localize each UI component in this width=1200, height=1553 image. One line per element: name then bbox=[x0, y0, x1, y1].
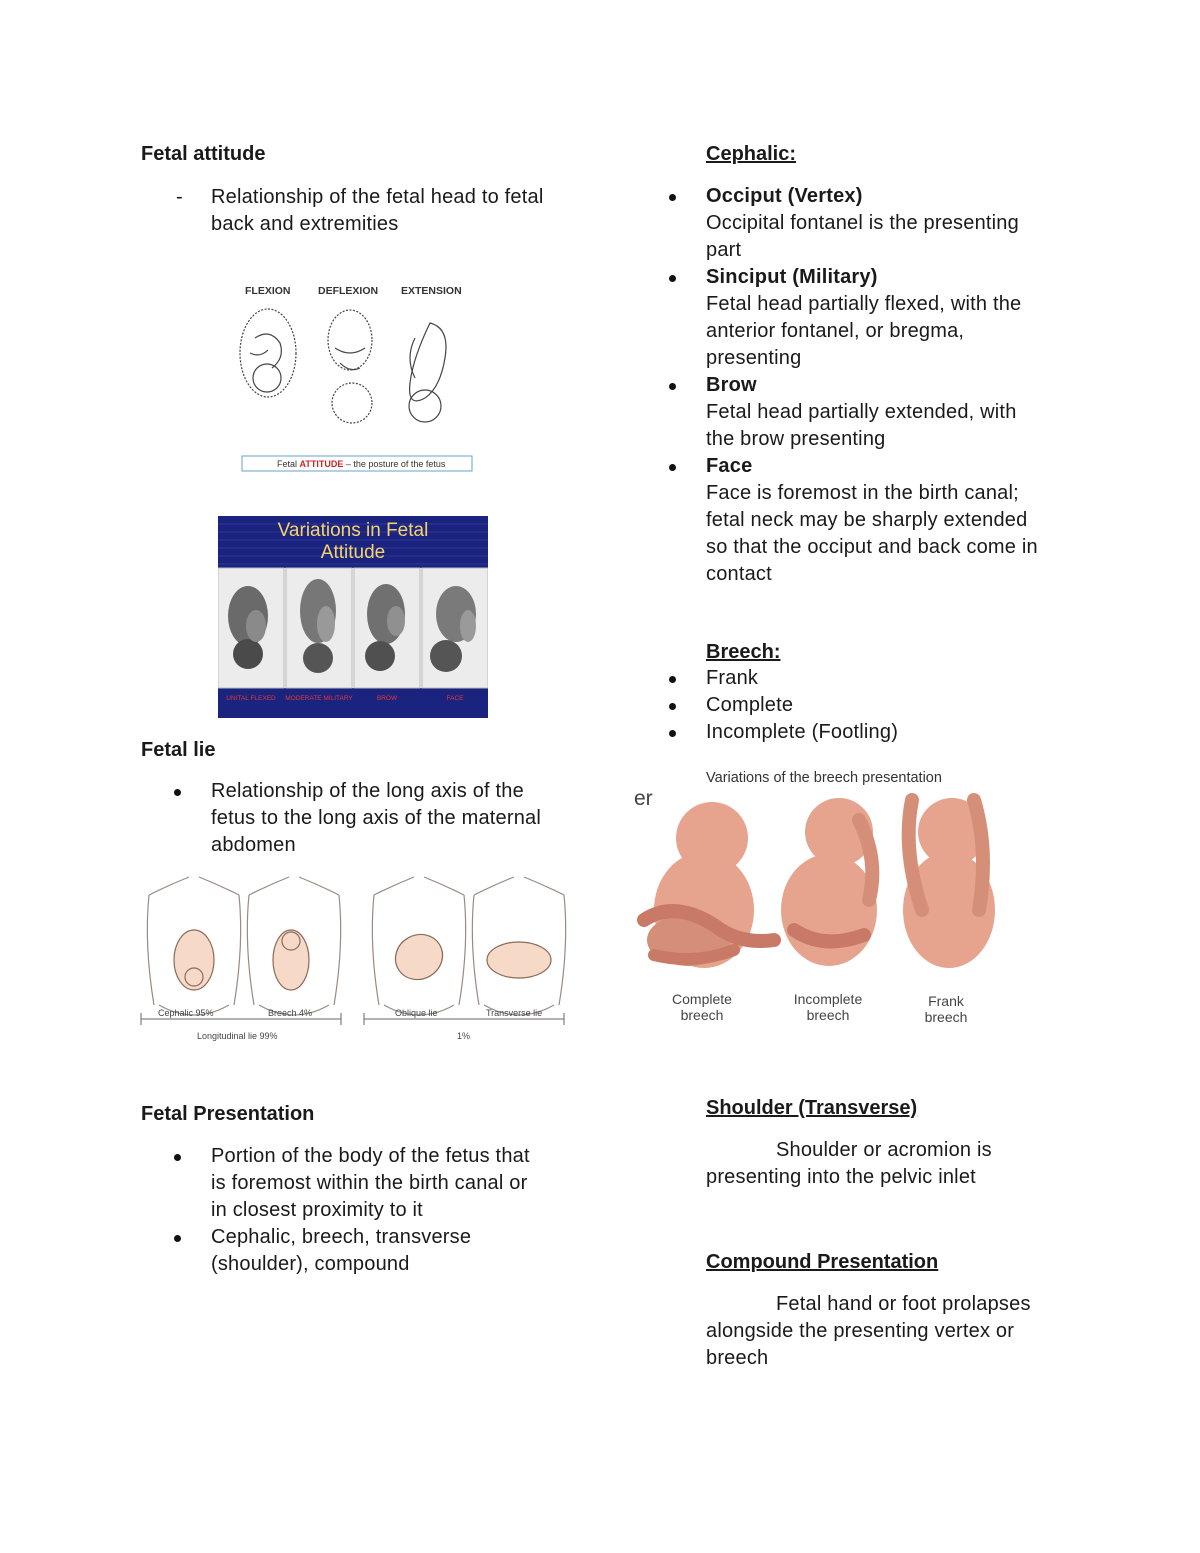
cephalic-item-brow: Brow Fetal head partially extended, with the brow presenting bbox=[636, 372, 1076, 453]
bullet-dot bbox=[174, 789, 181, 796]
bullet-dot bbox=[669, 383, 676, 390]
presentation-bullet-1: Portion of the body of the fetus that is foremost within the birth canal or in closest proximity to it bbox=[141, 1143, 601, 1224]
lie-group-longitudinal: Longitudinal lie 99% bbox=[197, 1031, 278, 1041]
bullet-dot bbox=[669, 730, 676, 737]
cephalic-item-sinciput: Sinciput (Military) Fetal head partially flexed, with the anterior fontanel, or bregma, presenting bbox=[636, 264, 1076, 372]
attitude-photo-panel-2 bbox=[286, 568, 352, 688]
cephalic-heading: Cephalic: bbox=[706, 143, 797, 165]
lie-label-breech: Breech 4% bbox=[268, 1008, 313, 1018]
flexion-label: FLEXION bbox=[245, 285, 291, 297]
breech-figure-edge-text: er bbox=[634, 787, 653, 810]
bullet-dot bbox=[669, 194, 676, 201]
bullet-dot bbox=[669, 703, 676, 710]
lie-label-cephalic: Cephalic 95% bbox=[158, 1008, 214, 1018]
flexion-sketch bbox=[240, 309, 296, 397]
bullet-dot bbox=[669, 275, 676, 282]
attitude-photo-panel-3 bbox=[354, 568, 420, 688]
fetal-lie-bullet: Relationship of the long axis of the fetus to the long axis of the maternal abdomen bbox=[141, 778, 601, 859]
bullet-dot bbox=[669, 464, 676, 471]
breech-item-complete: Complete bbox=[636, 692, 1076, 719]
frank-breech-label-1: Frank bbox=[928, 993, 964, 1009]
attitude-photo-caption-1: UNITAL FLEXED bbox=[226, 695, 276, 702]
attitude-sketch-figure bbox=[235, 278, 480, 476]
lie-group-other: 1% bbox=[457, 1031, 471, 1041]
torso-oblique bbox=[372, 877, 465, 1015]
breech-variations-figure bbox=[634, 760, 1010, 1032]
deflexion-label: DEFLEXION bbox=[318, 285, 379, 297]
lie-label-oblique: Oblique lie bbox=[395, 1008, 438, 1018]
fetal-lie-figure bbox=[139, 875, 569, 1045]
breech-list bbox=[636, 665, 1076, 746]
fetal-lie-bullets bbox=[141, 778, 601, 859]
attitude-caption: Fetal ATTITUDE – the posture of the fetus bbox=[277, 459, 446, 469]
attitude-photo-caption-3: BROW bbox=[376, 695, 398, 702]
breech-item-incomplete: Incomplete (Footling) bbox=[636, 719, 1076, 746]
bullet-dot bbox=[669, 676, 676, 683]
frank-breech-label-2: breech bbox=[924, 1009, 968, 1025]
attitude-photo-panel-4 bbox=[422, 568, 488, 688]
shoulder-heading: Shoulder (Transverse) bbox=[706, 1097, 918, 1119]
extension-label: EXTENSION bbox=[401, 285, 462, 297]
bullet-dot bbox=[174, 1235, 181, 1242]
incomplete-breech-label-1: Incomplete bbox=[793, 991, 863, 1007]
fetal-lie-heading: Fetal lie bbox=[141, 739, 216, 761]
lie-label-transverse: Transverse lie bbox=[486, 1008, 543, 1018]
complete-breech-label-1: Complete bbox=[672, 991, 732, 1007]
presentation-bullet-2: Cephalic, breech, transverse (shoulder), compound bbox=[141, 1224, 601, 1278]
variations-title-line1: Variations in Fetal bbox=[277, 520, 429, 541]
compound-heading: Compound Presentation bbox=[706, 1251, 939, 1273]
extension-sketch bbox=[409, 323, 446, 422]
breech-heading: Breech: bbox=[706, 641, 781, 663]
deflexion-sketch bbox=[328, 310, 372, 423]
cephalic-item-occiput: Occiput (Vertex) Occipital fontanel is the presenting part bbox=[636, 183, 1076, 264]
fetal-presentation-bullets bbox=[141, 1143, 601, 1278]
cephalic-list bbox=[636, 183, 1076, 588]
complete-breech-label-2: breech bbox=[680, 1007, 724, 1023]
shoulder-description: Shoulder or acromion is presenting into the pelvic inlet bbox=[706, 1139, 992, 1188]
attitude-photo-caption-4: FACE bbox=[446, 695, 464, 702]
attitude-photo-caption-2: MODERATE MILITARY bbox=[285, 695, 353, 702]
torso-transverse bbox=[472, 877, 565, 1015]
fetal-attitude-heading: Fetal attitude bbox=[141, 143, 266, 165]
compound-description: Fetal hand or foot prolapses alongside the presenting vertex or breech bbox=[706, 1293, 1031, 1369]
fetal-presentation-heading: Fetal Presentation bbox=[141, 1103, 315, 1125]
bullet-dot bbox=[174, 1154, 181, 1161]
attitude-description: Relationship of the fetal head to fetal back and extremities bbox=[211, 186, 544, 235]
cephalic-item-face: Face Face is foremost in the birth canal; fetal neck may be sharply extended so that the occiput and back come in contact bbox=[636, 453, 1076, 588]
variations-attitude-figure bbox=[218, 516, 488, 718]
variations-title-line2: Attitude bbox=[320, 542, 386, 563]
torso-breech bbox=[247, 877, 340, 1015]
breech-figure-title: Variations of the breech presentation bbox=[706, 770, 942, 786]
incomplete-breech-label-2: breech bbox=[806, 1007, 850, 1023]
breech-item-frank: Frank bbox=[636, 665, 1076, 692]
attitude-photo-panel-1 bbox=[218, 568, 284, 688]
attitude-dash: - bbox=[176, 186, 183, 208]
torso-cephalic bbox=[147, 877, 240, 1015]
